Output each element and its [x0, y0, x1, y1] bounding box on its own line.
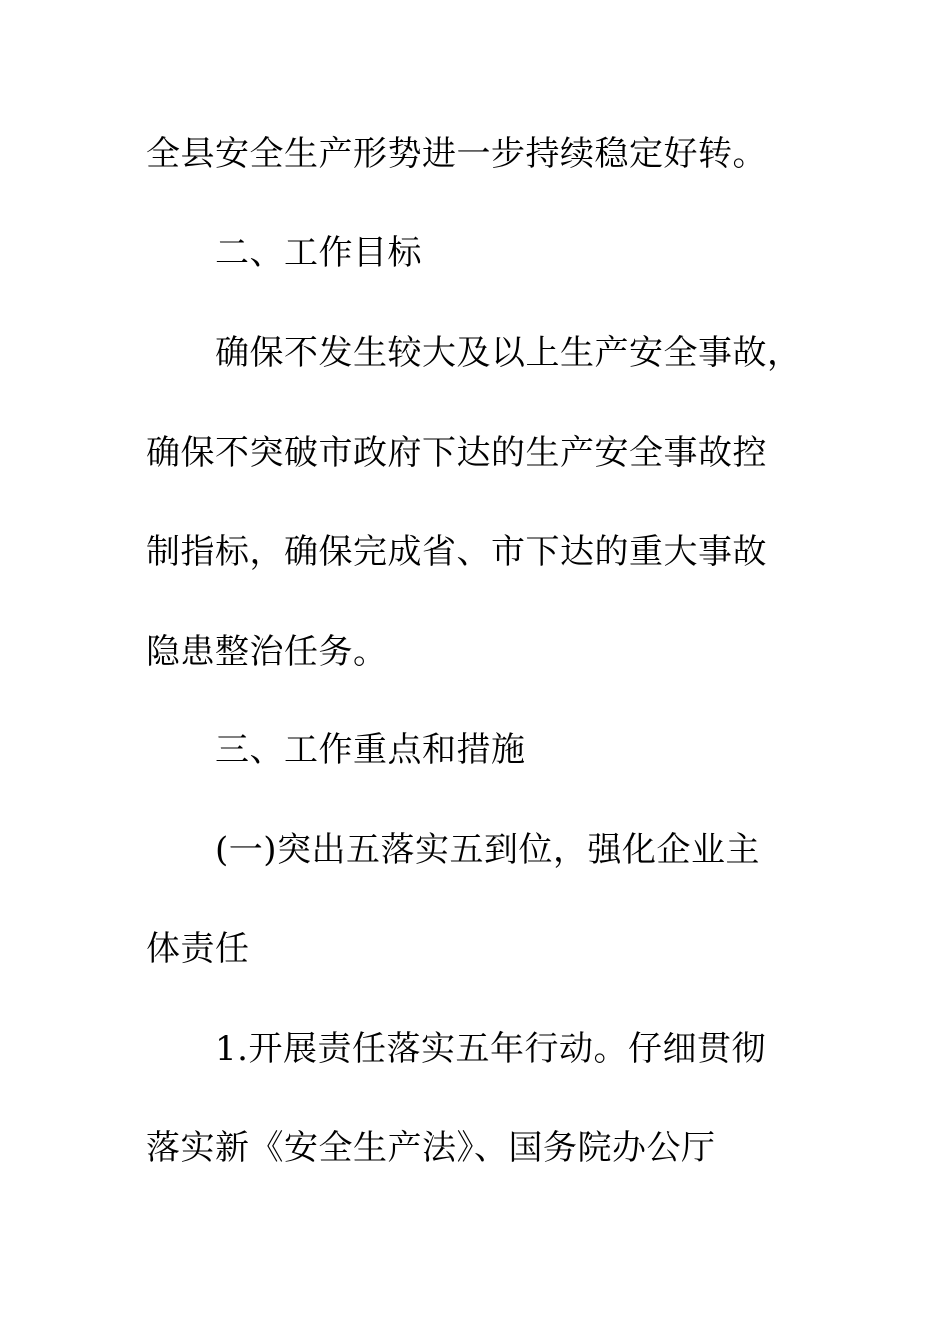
subsection-heading-1: (一)突出五落实五到位，强化企业主: [215, 830, 761, 870]
section-heading-focus-measures: 三、工作重点和措施: [215, 730, 526, 770]
text-line-5: 制指标，确保完成省、市下达的重大事故: [146, 532, 767, 572]
text-line-9: 体责任: [146, 929, 250, 969]
text-line-6: 隐患整治任务。: [146, 632, 388, 672]
section-heading-work-goals: 二、工作目标: [215, 233, 422, 273]
text-line-11: 落实新《安全生产法》、国务院办公厅: [146, 1128, 716, 1168]
text-line-4: 确保不突破市政府下达的生产安全事故控: [146, 433, 767, 473]
text-line-3: 确保不发生较大及以上生产安全事故，: [215, 333, 802, 373]
text-line-1: 全县安全生产形势进一步持续稳定好转。: [146, 134, 767, 174]
item-heading-1: 1.开展责任落实五年行动。仔细贯彻: [215, 1029, 766, 1069]
